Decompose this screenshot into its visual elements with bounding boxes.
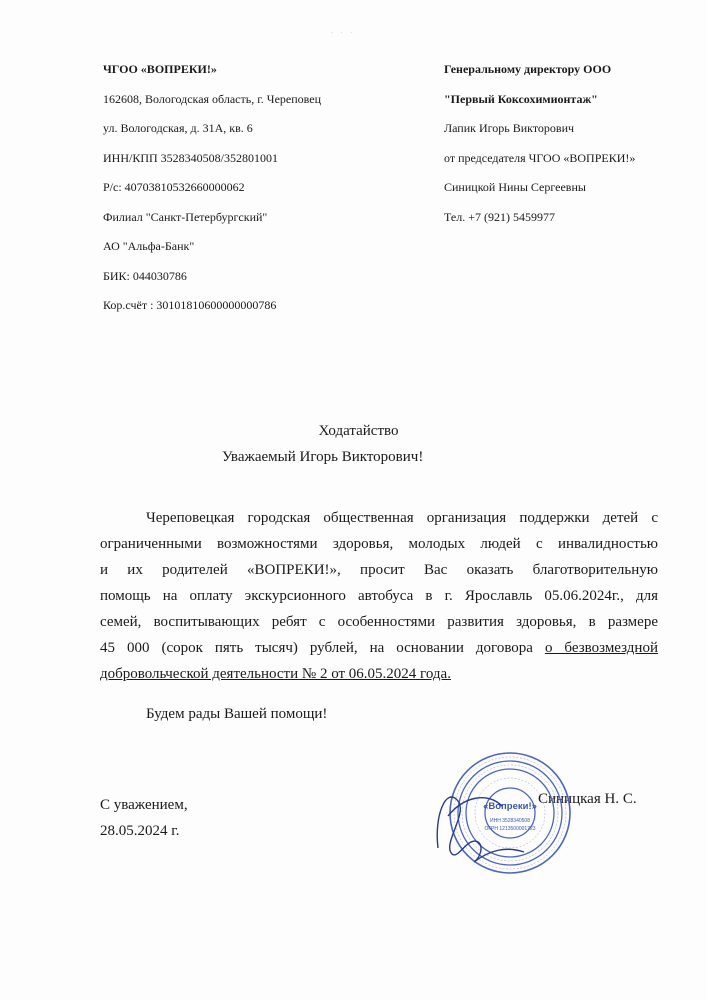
sender-bik: БИК: 044030786 [103,268,187,283]
document-title: Ходатайство [318,423,399,439]
from-name: Синицкой Нины Сергеевны [444,180,586,194]
sender-address-1: 162608, Вологодская область, г. Череповец [103,91,321,106]
sender-account: Р/с: 40703810532660000062 [103,180,245,194]
closing-regards: С уважением, [100,797,188,813]
sender-bank: АО "Альфа-Банк" [103,239,195,253]
recipient-company: "Первый Коксохимионтаж" [444,91,598,106]
stamp-center-text: «Вопреки!» [483,801,537,812]
body-line-6-text: 45 000 (сорок пять тысяч) рублей, на основании договора [100,640,545,656]
organization-stamp [428,746,573,881]
recipient-position: Генеральному директору ООО [444,62,612,76]
stamp-ogrn-text: ОГРН 1213500001723 [484,826,536,832]
scan-artifact: · · · [330,28,355,39]
from-line: от председателя ЧГОО «ВОПРЕКИ!» [444,150,636,165]
sender-inn: ИНН/КПП 3528340508/352801001 [103,150,279,165]
body-line-2: ограниченными возможностями здоровья, молодых людей с инвалидностью [100,536,658,552]
sender-corr-account: Кор.счёт : 30101810600000000786 [103,298,277,312]
sender-requisites [103,63,321,329]
body-line-1: Череповецкая городская общественная организация поддержки детей с [146,510,658,526]
body-line-3: и их родителей «ВОПРЕКИ!», просит Вас оказать благотворительную [100,562,658,578]
stamp-inn-text: ИНН 3528340508 [489,818,531,824]
greeting: Уважаемый Игорь Викторович! [222,449,424,465]
body-line-7: добровольческой деятельности № 2 от 06.05.2024 года. [100,666,451,682]
letter-body [100,505,658,687]
sender-address-2: ул. Вологодская, д. 31А, кв. 6 [103,121,253,135]
from-phone: Тел. +7 (921) 5459977 [444,209,555,224]
body-line-6 [100,635,658,661]
signer-name: Синицкая Н. С. [538,791,637,807]
closing-date: 28.05.2024 г. [100,823,180,839]
sender-branch: Филиал "Санкт-Петербургский" [103,209,268,224]
recipient-block [444,63,635,240]
thanks-line: Будем рады Вашей помощи! [146,706,328,722]
body-line-4: помощь на оплату экскурсионного автобуса в г. Ярославль 05.06.2024г., для [100,588,658,604]
body-line-5: семей, воспитывающих ребят с особенностями развития здоровья, в размере [100,614,658,630]
sender-org: ЧГОО «ВОПРЕКИ!» [103,62,217,76]
recipient-name: Лапик Игорь Викторович [444,121,575,135]
contract-reference: о безвозмездной [544,640,658,656]
closing-block [100,792,188,844]
